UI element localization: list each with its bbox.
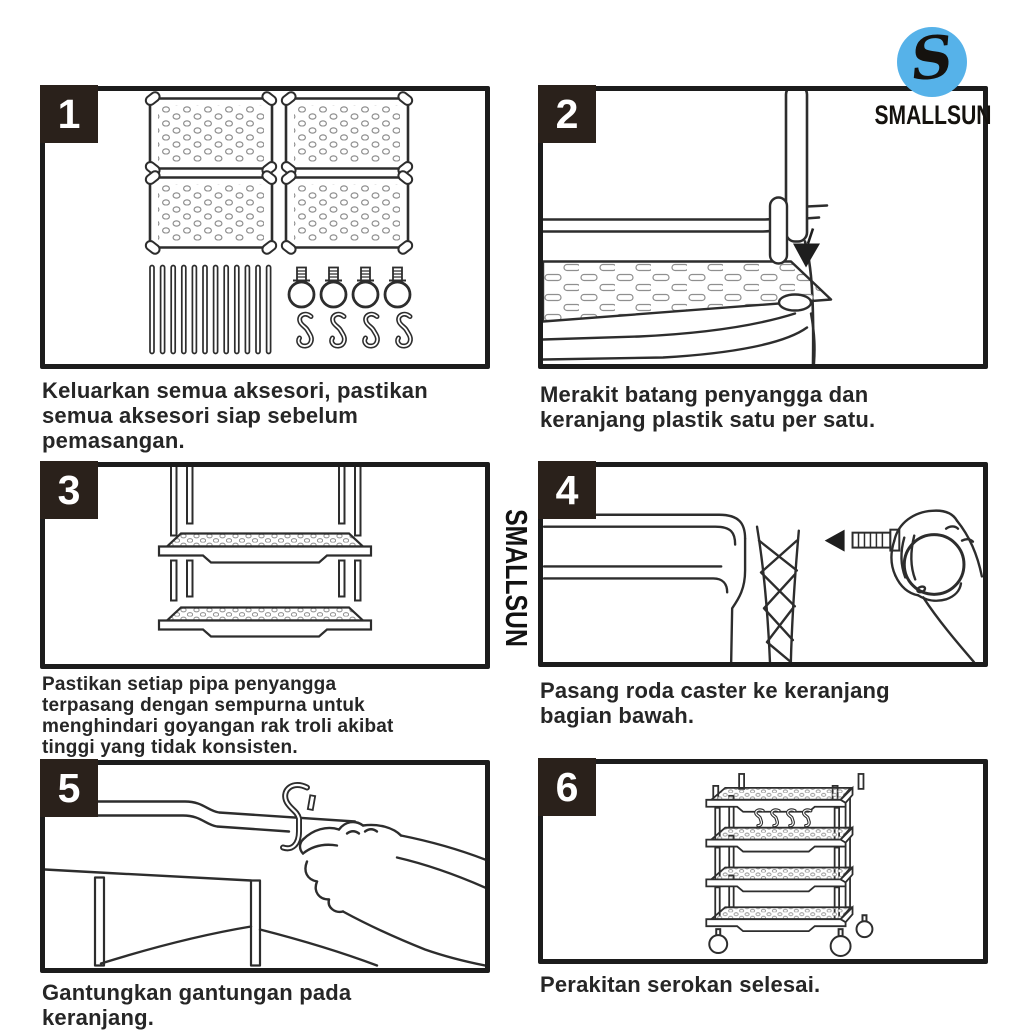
step-2-caption: Merakit batang penyangga dan keranjang plastik satu per satu.: [540, 382, 876, 433]
step-number: 3: [57, 466, 81, 513]
step-1-number-badge: [40, 85, 98, 143]
step-number: 5: [57, 764, 81, 811]
step-3-panel: [40, 462, 490, 669]
brand-name: SMALLSUN: [874, 100, 992, 130]
finished-trolley-illustration: [543, 764, 983, 959]
step-number: 2: [555, 90, 579, 137]
step-5-caption: Gantungkan gantungan pada keranjang.: [42, 980, 352, 1030]
step-4-number-badge: [538, 461, 596, 519]
caster-install-illustration: [543, 467, 983, 662]
step-1-caption: Keluarkan semua aksesori, pastikan semua aksesori siap sebelum pemasangan.: [42, 378, 428, 454]
pole-insert-illustration: [543, 91, 983, 364]
step-number: 6: [555, 763, 579, 810]
two-tier-rack-illustration: [45, 467, 485, 664]
step-5-number-badge: [40, 759, 98, 817]
step-number: 1: [57, 90, 81, 137]
step-1-panel: [40, 86, 490, 369]
parts-kit-illustration: [45, 91, 485, 364]
brand-watermark: SMALLSUN: [499, 509, 534, 647]
step-6-panel: [538, 759, 988, 964]
step-3-caption: Pastikan setiap pipa penyangga terpasang dengan sempurna untuk menghindari goyangan rak troli akibat tinggi yang tidak konsisten.: [42, 674, 394, 758]
step-4-caption: Pasang roda caster ke keranjang bagian bawah.: [540, 678, 890, 729]
step-5-panel: [40, 760, 490, 973]
brand-logo-circle: [897, 21, 967, 97]
step-4-panel: [538, 462, 988, 667]
hook-hang-illustration: [45, 765, 485, 968]
step-6-number-badge: [538, 758, 596, 816]
step-2-number-badge: [538, 85, 596, 143]
step-6-caption: Perakitan serokan selesai.: [540, 972, 821, 997]
brand-logo-letter: S: [907, 21, 957, 95]
step-number: 4: [555, 466, 579, 513]
step-3-number-badge: [40, 461, 98, 519]
